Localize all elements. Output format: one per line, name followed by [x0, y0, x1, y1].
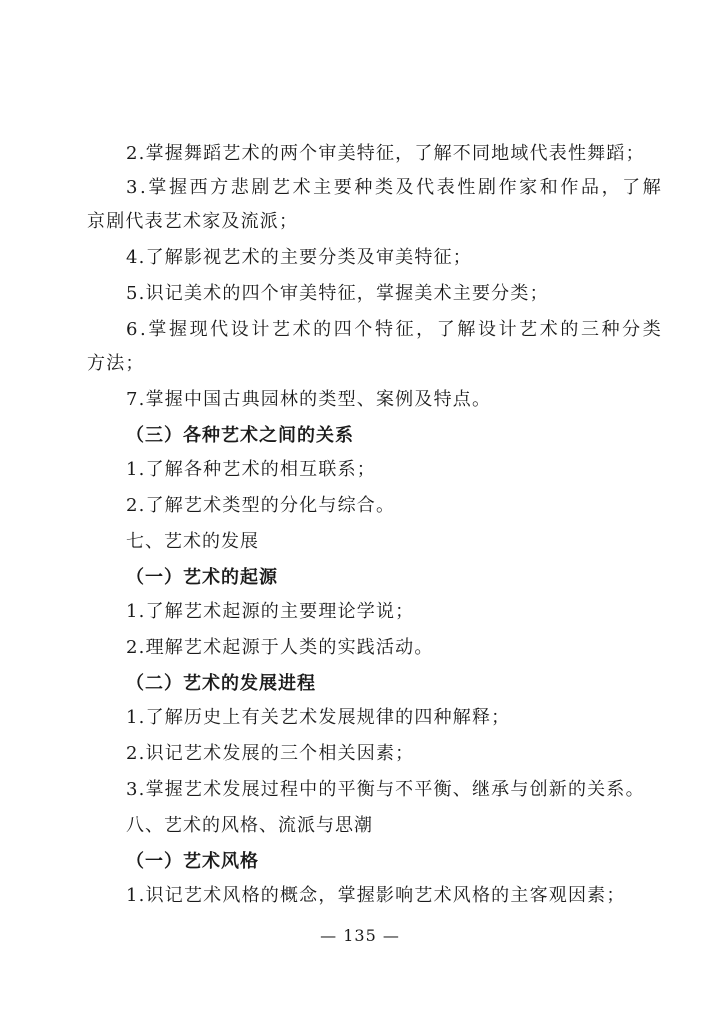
body-text-line: 1.了解艺术起源的主要理论学说； [126, 601, 415, 622]
section-subheading: （三）各种艺术之间的关系 [126, 425, 354, 446]
body-text-line: 2.掌握舞蹈艺术的两个审美特征，了解不同地域代表性舞蹈； [126, 143, 645, 164]
body-text-line: 3.掌握艺术发展过程中的平衡与不平衡、继承与创新的关系。 [126, 779, 645, 800]
section-heading: 八、艺术的风格、流派与思潮 [126, 815, 373, 836]
page-number: — 135 — [320, 926, 400, 945]
body-text-line: 1.识记艺术风格的概念，掌握影响艺术风格的主客观因素； [126, 885, 626, 906]
section-subheading: （一）艺术的起源 [126, 567, 278, 588]
section-heading: 七、艺术的发展 [126, 531, 259, 552]
section-subheading: （一）艺术风格 [126, 851, 259, 872]
body-text-line: 1.了解各种艺术的相互联系； [126, 459, 376, 480]
body-text-line: 1.了解历史上有关艺术发展规律的四种解释； [126, 707, 511, 728]
body-text-line: 2.了解艺术类型的分化与综合。 [126, 495, 396, 516]
body-text-line: 4.了解影视艺术的主要分类及审美特征； [126, 247, 472, 268]
body-text-line: 2.识记艺术发展的三个相关因素； [126, 743, 415, 764]
body-text-line: 7.掌握中国古典园林的类型、案例及特点。 [126, 389, 492, 410]
section-subheading: （二）艺术的发展进程 [126, 673, 316, 694]
body-text-line: 6.掌握现代设计艺术的四个特征，了解设计艺术的三种分类 [126, 319, 664, 340]
body-text-line: 方法； [87, 353, 145, 374]
body-text-line: 京剧代表艺术家及流派； [87, 211, 299, 232]
body-text-line: 5.识记美术的四个审美特征，掌握美术主要分类； [126, 283, 549, 304]
body-text-line: 3.掌握西方悲剧艺术主要种类及代表性剧作家和作品，了解 [126, 177, 664, 198]
body-text-line: 2.理解艺术起源于人类的实践活动。 [126, 637, 434, 658]
